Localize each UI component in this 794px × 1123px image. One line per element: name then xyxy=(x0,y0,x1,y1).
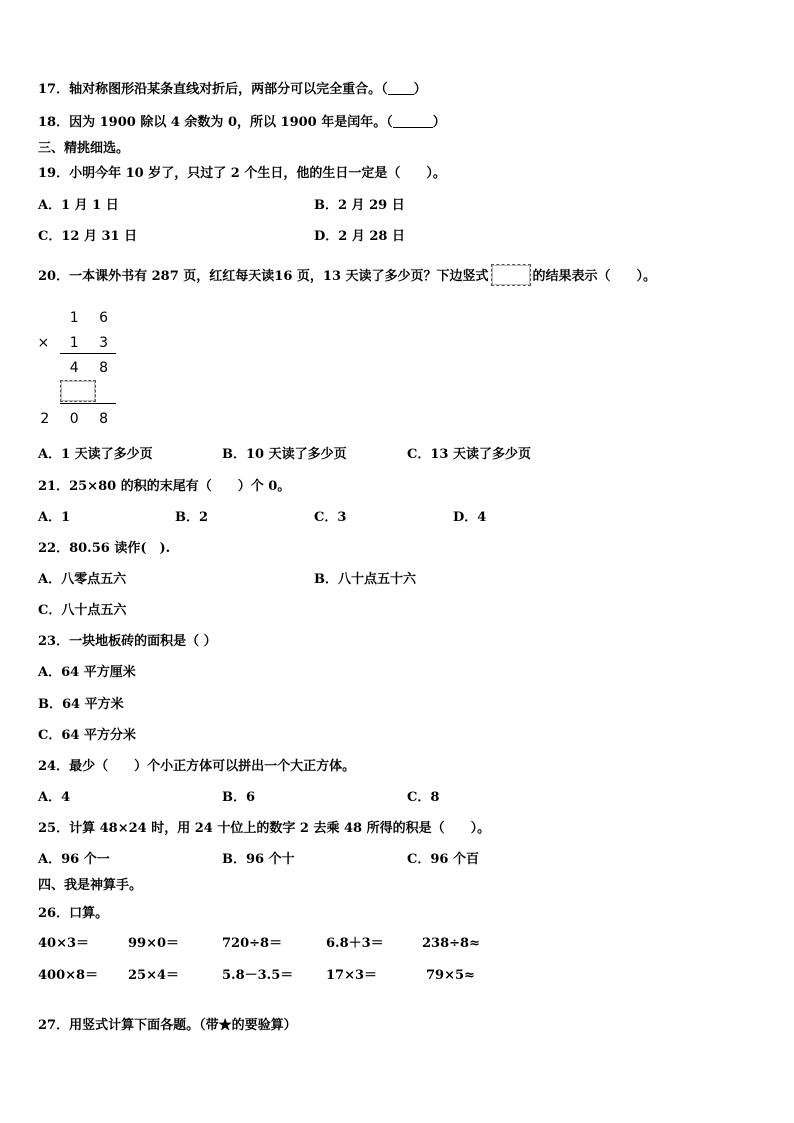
q25-option-a[interactable]: A．96 个一 xyxy=(38,852,110,867)
oral-calc-item: 720÷8＝ xyxy=(222,936,283,951)
vertical-line-2 xyxy=(60,403,116,404)
q24-option-a[interactable]: A．4 xyxy=(38,790,71,805)
q23-option-c[interactable]: C．64 平方分米 xyxy=(38,728,136,743)
answer-blank-18[interactable] xyxy=(393,115,433,128)
dashed-box-marker xyxy=(491,264,531,286)
q24-option-c[interactable]: C．8 xyxy=(407,790,440,805)
vertical-row-product: 2 0 8 xyxy=(40,411,116,427)
q20-option-a[interactable]: A．1 天读了多少页 xyxy=(38,447,153,462)
question-21-stem: 21．25×80 的积的末尾有（ ）个 0。 xyxy=(38,479,291,494)
question-23-stem: 23．一块地板砖的面积是（ ） xyxy=(38,634,217,649)
oral-calc-item: 238÷8≈ xyxy=(422,936,480,951)
q19-option-a[interactable]: A．1 月 1 日 xyxy=(38,198,119,213)
question-18: 18．因为 1900 除以 4 余数为 0，所以 1900 年是闰年。（ ） xyxy=(38,115,446,130)
vertical-dashed-box xyxy=(60,380,96,402)
oral-calc-item: 40×3＝ xyxy=(38,936,90,951)
question-19-stem: 19．小明今年 10 岁了，只过了 2 个生日，他的生日一定是（ ）。 xyxy=(38,166,446,181)
oral-calc-item: 25×4＝ xyxy=(128,968,180,983)
q21-option-a[interactable]: A．1 xyxy=(38,510,71,525)
oral-calc-item: 400×8＝ xyxy=(38,968,99,983)
q19-option-c[interactable]: C．12 月 31 日 xyxy=(38,229,138,244)
answer-blank-17[interactable] xyxy=(388,82,414,95)
q22-option-a[interactable]: A．八零点五六 xyxy=(38,572,127,587)
oral-calc-item: 79×5≈ xyxy=(426,968,475,983)
vertical-row-partial-1: 4 8 xyxy=(69,360,116,376)
question-17-text: 17．轴对称图形沿某条直线对折后，两部分可以完全重合。（ xyxy=(38,82,388,97)
question-17: 17．轴对称图形沿某条直线对折后，两部分可以完全重合。（ ） xyxy=(38,82,427,97)
q24-option-b[interactable]: B．6 xyxy=(222,790,256,805)
q23-option-b[interactable]: B．64 平方米 xyxy=(38,697,124,712)
question-24-stem: 24．最少（ ）个小正方体可以拼出一个大正方体。 xyxy=(38,759,356,774)
oral-calc-item: 99×0＝ xyxy=(128,936,180,951)
q25-option-c[interactable]: C．96 个百 xyxy=(407,852,479,867)
oral-calc-item: 5.8－3.5＝ xyxy=(222,968,294,983)
question-20-stem: 20．一本课外书有 287 页，红红每天读16 页，13 天读了多少页？下边竖式 的结果表示（ ）。 xyxy=(38,264,656,286)
q20-option-b[interactable]: B．10 天读了多少页 xyxy=(222,447,347,462)
question-26-stem: 26．口算。 xyxy=(38,906,109,921)
q25-option-b[interactable]: B．96 个十 xyxy=(222,852,295,867)
vertical-row-multiplicand: 1 6 xyxy=(69,310,116,326)
oral-calc-item: 6.8＋3＝ xyxy=(326,936,384,951)
q19-option-d[interactable]: D．2 月 28 日 xyxy=(314,229,405,244)
section-heading-4: 四、我是神算手。 xyxy=(38,878,143,893)
q22-option-b[interactable]: B．八十点五十六 xyxy=(314,572,416,587)
question-27-stem: 27．用竖式计算下面各题。（带★的要验算） xyxy=(38,1018,297,1033)
q20-option-c[interactable]: C．13 天读了多少页 xyxy=(407,447,531,462)
q23-option-a[interactable]: A．64 平方厘米 xyxy=(38,665,136,680)
q21-option-b[interactable]: B．2 xyxy=(175,510,209,525)
q21-option-d[interactable]: D．4 xyxy=(453,510,487,525)
vertical-multiplication xyxy=(37,308,126,432)
vertical-row-multiplier: × 1 3 xyxy=(37,335,116,351)
question-18-text: 18．因为 1900 除以 4 余数为 0，所以 1900 年是闰年。（ xyxy=(38,115,393,130)
section-heading-3: 三、精挑细选。 xyxy=(38,141,130,156)
vertical-line-1 xyxy=(60,353,116,354)
oral-calc-item: 17×3＝ xyxy=(326,968,378,983)
q22-option-c[interactable]: C．八十点五六 xyxy=(38,603,127,618)
question-25-stem: 25．计算 48×24 时，用 24 十位上的数字 2 去乘 48 所得的积是（ ）。 xyxy=(38,821,491,836)
q21-option-c[interactable]: C．3 xyxy=(314,510,347,525)
question-22-stem: 22．80.56 读作( ). xyxy=(38,541,171,556)
q19-option-b[interactable]: B．2 月 29 日 xyxy=(314,198,405,213)
